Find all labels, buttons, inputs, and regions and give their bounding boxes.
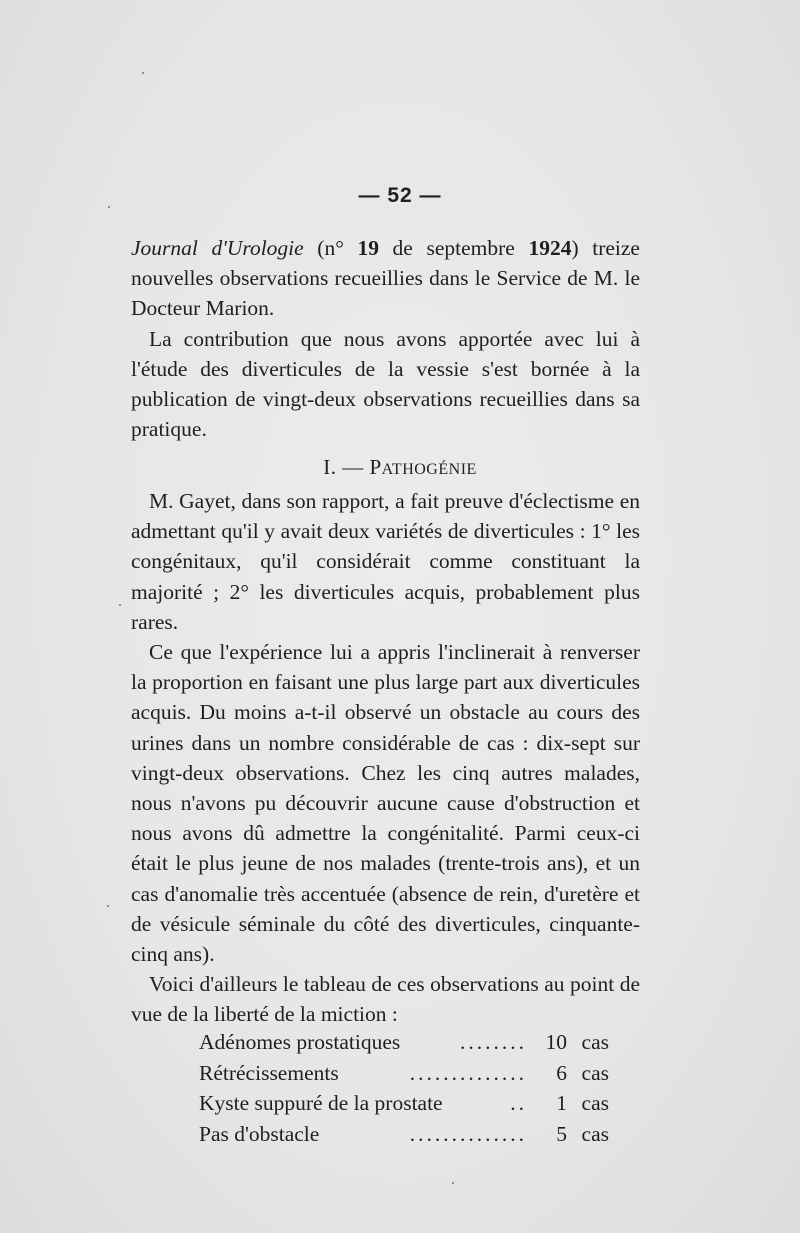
leader-dots: ........ — [460, 1030, 527, 1054]
paragraph-contribution: La contribution que nous avons apportée avec lui à l'étude des diverticules de la vessie s'est bornée à la publication de vingt-deux observations recueillies dans sa pratique. — [131, 326, 640, 442]
row-unit: cas — [581, 1060, 609, 1085]
paragraph-table-intro: Voici d'ailleurs le tableau de ces observations au point de vue de la liberté de la miction : — [131, 972, 640, 1027]
paper-speck — [142, 72, 144, 74]
row-label: Pas d'obstacle — [199, 1121, 320, 1146]
leader-dots: .............. — [409, 1121, 527, 1146]
row-label: Adénomes prostatiques — [199, 1030, 401, 1054]
observation-table — [199, 1030, 609, 1152]
paragraph-gayet: M. Gayet, dans son rapport, a fait preuve d'éclectisme en admettant qu'il y avait deux variétés de diverticules : 1° les congénitaux, qu'il considérait comme constituant la majorité ; 2° les diverticules acquis, probablement plus rares. — [131, 489, 640, 634]
section-heading: I. — PATHOGÉNIE — [323, 455, 477, 479]
row-count: 5 — [556, 1121, 567, 1146]
row-unit: cas — [581, 1121, 609, 1146]
row-label: Rétrécissements — [199, 1060, 339, 1085]
intro-text — [131, 233, 640, 444]
row-count: 1 — [556, 1091, 567, 1115]
row-unit: cas — [581, 1091, 609, 1115]
leader-dots: .............. — [409, 1060, 527, 1085]
table-row — [199, 1061, 609, 1092]
table-row — [199, 1030, 609, 1061]
table-row — [199, 1122, 609, 1153]
journal-title: Journal d'Urologie — [131, 236, 304, 260]
paragraph-experience: Ce que l'expérience lui a appris l'inclinerait à renverser la proportion en faisant une plus large part aux diverticules acquis. Du moins a-t-il observé un obstacle au cours des urines dans un nombre considérable de cas : dix-sept sur vingt-deux observations. Chez les cinq autres malades, nous n'avons pu découvrir aucune cause d'obstruction et nous avons dû admettre la congénitalité. Parmi ceux-ci était le plus jeune de nos malades (trente-trois ans), et un cas d'anomalie très accentuée (absence de rein, d'uretère et de vésicule séminale du côté des diverticules, cinquante-cinq ans). — [131, 640, 640, 967]
leader-dots: .. — [510, 1091, 527, 1115]
row-count: 6 — [556, 1060, 567, 1085]
row-label: Kyste suppuré de la prostate — [199, 1091, 443, 1115]
page-number: — 52 — — [358, 184, 442, 207]
paper-speck — [452, 1182, 454, 1184]
row-unit: cas — [581, 1030, 609, 1054]
row-count: 10 — [545, 1030, 567, 1054]
table-row — [199, 1091, 609, 1122]
pathogenesis-text — [131, 486, 640, 1030]
paper-speck — [107, 905, 109, 907]
paragraph-journal-reference: Journal d'Urologie (n° 19 de septembre 1924) treize nouvelles observations recueillies dans le Service de M. le Docteur Marion. — [131, 236, 640, 321]
paper-speck — [119, 604, 121, 606]
paper-speck — [108, 206, 110, 208]
